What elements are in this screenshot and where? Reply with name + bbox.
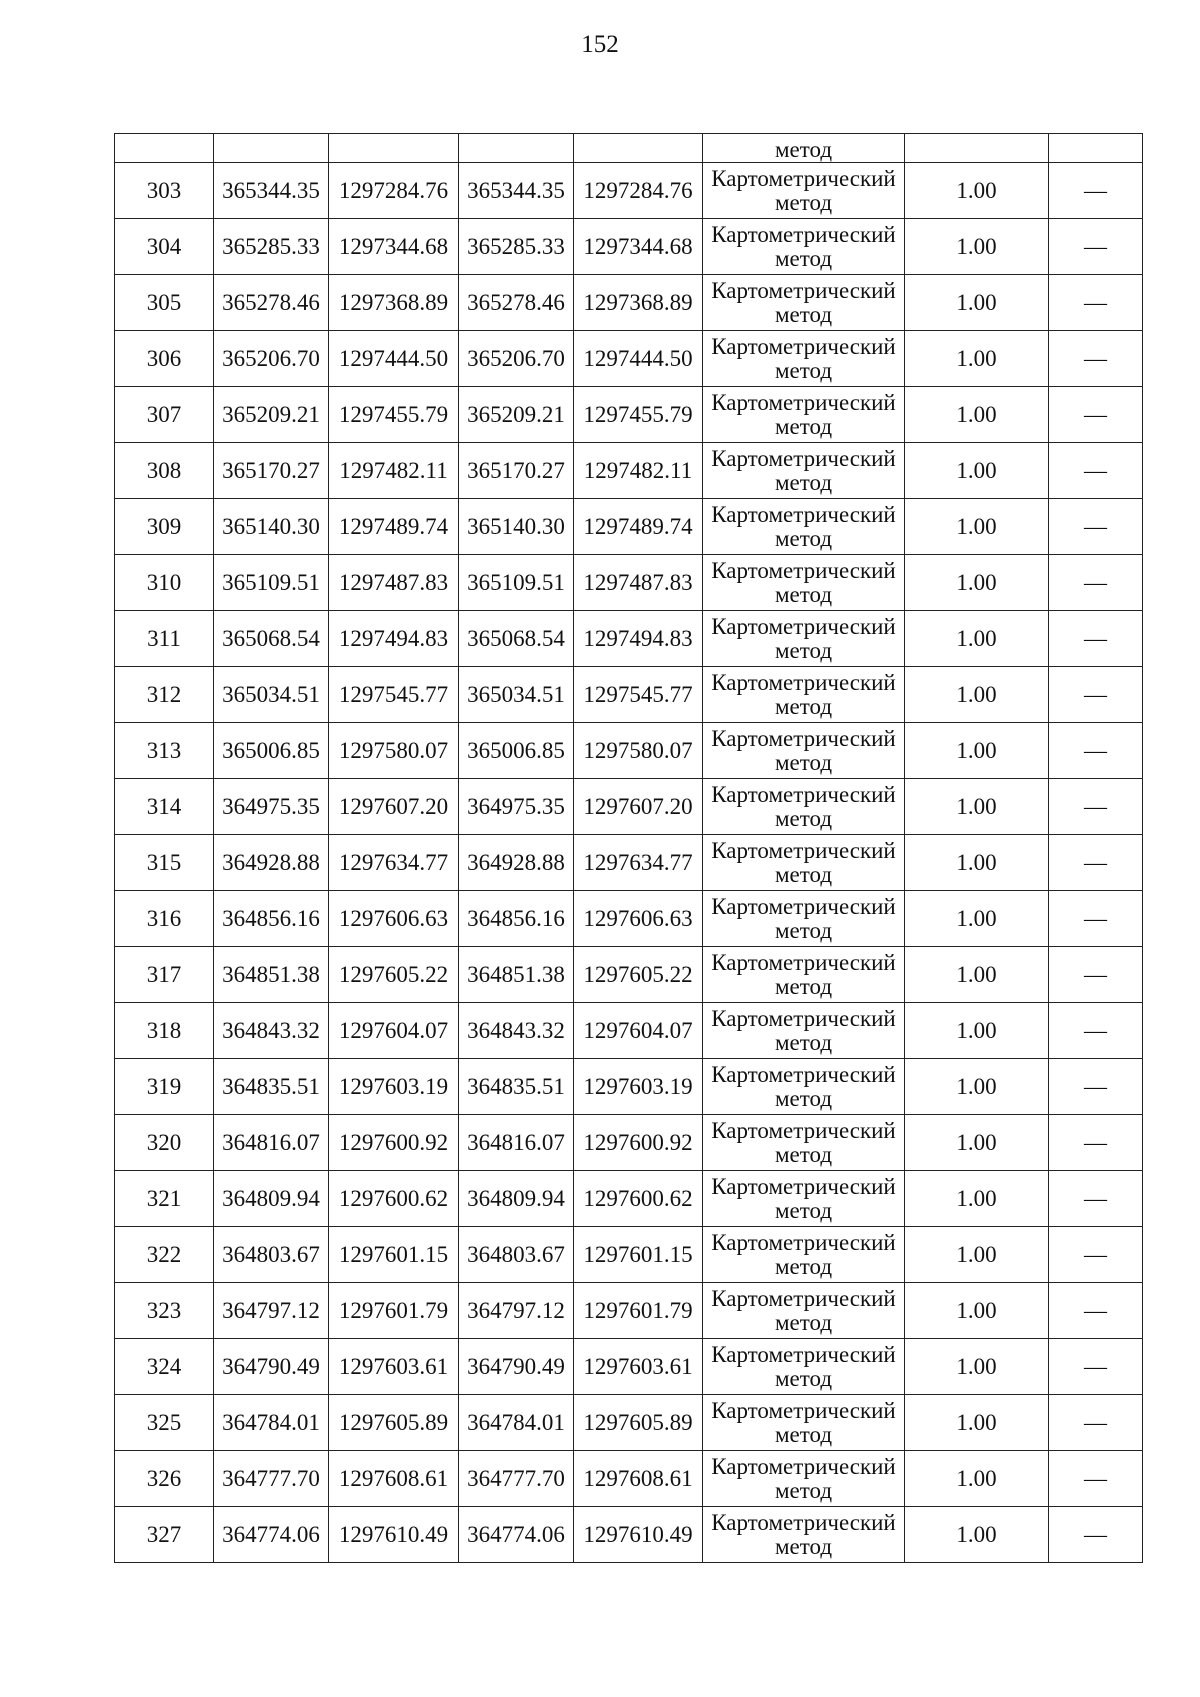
cell-description: — [1049, 499, 1143, 555]
method-line-1: Картометрический [711, 1341, 896, 1367]
table-row [115, 1059, 1143, 1115]
cell-description: — [1049, 1115, 1143, 1171]
method-line-2: метод [774, 1421, 833, 1447]
cell-description: — [1049, 1003, 1143, 1059]
cell-point-number [115, 134, 214, 163]
table-row [115, 1395, 1143, 1451]
table-row [115, 891, 1143, 947]
cell-x-existing: 365209.21 [214, 387, 329, 443]
cell-x-existing: 364777.70 [214, 1451, 329, 1507]
method-line-1: Картометрический [711, 613, 896, 639]
cell-y-existing: 1297494.83 [329, 611, 459, 667]
cell-y-new: 1297603.19 [574, 1059, 703, 1115]
table-row [115, 667, 1143, 723]
cell-y-existing: 1297545.77 [329, 667, 459, 723]
cell-y-existing: 1297608.61 [329, 1451, 459, 1507]
cell-y-new: 1297489.74 [574, 499, 703, 555]
method-line-2: метод [774, 469, 833, 495]
method-line-1: Картометрический [711, 165, 896, 191]
cell-method [703, 835, 905, 891]
table-row [115, 1507, 1143, 1563]
method-line-2: метод [774, 1477, 833, 1503]
cell-x-new: 364777.70 [459, 1451, 574, 1507]
cell-point-number: 315 [115, 835, 214, 891]
cell-x-existing: 364928.88 [214, 835, 329, 891]
cell-point-number: 309 [115, 499, 214, 555]
cell-x-new: 365068.54 [459, 611, 574, 667]
table-row [115, 779, 1143, 835]
cell-y-new: 1297487.83 [574, 555, 703, 611]
cell-description: — [1049, 443, 1143, 499]
cell-point-number: 305 [115, 275, 214, 331]
cell-y-existing: 1297489.74 [329, 499, 459, 555]
method-line-2: метод [774, 581, 833, 607]
cell-x-existing: 365170.27 [214, 443, 329, 499]
cell-point-number: 304 [115, 219, 214, 275]
table-row [115, 219, 1143, 275]
cell-description: — [1049, 555, 1143, 611]
cell-accuracy: 1.00 [905, 1115, 1049, 1171]
method-line-1: Картометрический [711, 445, 896, 471]
method-line-2: метод [774, 413, 833, 439]
cell-y-existing: 1297606.63 [329, 891, 459, 947]
cell-x-existing: 364856.16 [214, 891, 329, 947]
cell-point-number: 322 [115, 1227, 214, 1283]
page-number: 152 [581, 31, 619, 58]
table-row [115, 1003, 1143, 1059]
method-line-2: метод [774, 301, 833, 327]
cell-accuracy [905, 134, 1049, 163]
method-line-2: метод [774, 805, 833, 831]
cell-x-existing: 365109.51 [214, 555, 329, 611]
cell-x-new: 364790.49 [459, 1339, 574, 1395]
method-line-2: метод [774, 357, 833, 383]
cell-accuracy: 1.00 [905, 1003, 1049, 1059]
cell-x-new: 364816.07 [459, 1115, 574, 1171]
cell-description: — [1049, 1283, 1143, 1339]
cell-x-existing: 364975.35 [214, 779, 329, 835]
cell-x-new: 365278.46 [459, 275, 574, 331]
cell-y-existing: 1297634.77 [329, 835, 459, 891]
cell-y-new: 1297610.49 [574, 1507, 703, 1563]
cell-description: — [1049, 163, 1143, 219]
method-line-2: метод [774, 749, 833, 775]
method-line-2: метод [774, 525, 833, 551]
cell-x-new: 364835.51 [459, 1059, 574, 1115]
method-line-2: метод [774, 1533, 833, 1559]
method-line-2: метод [774, 861, 833, 887]
cell-y-new: 1297605.22 [574, 947, 703, 1003]
cell-y-new: 1297604.07 [574, 1003, 703, 1059]
cell-x-new: 365285.33 [459, 219, 574, 275]
cell-accuracy: 1.00 [905, 387, 1049, 443]
cell-y-new: 1297634.77 [574, 835, 703, 891]
cell-y-existing: 1297610.49 [329, 1507, 459, 1563]
cell-description: — [1049, 611, 1143, 667]
cell-y-new: 1297444.50 [574, 331, 703, 387]
table-row [115, 1171, 1143, 1227]
cell-x-new: 364975.35 [459, 779, 574, 835]
cell-point-number: 323 [115, 1283, 214, 1339]
cell-x-new: 365170.27 [459, 443, 574, 499]
cell-x-new: 365206.70 [459, 331, 574, 387]
cell-y-existing: 1297487.83 [329, 555, 459, 611]
method-tail: метод [774, 137, 833, 162]
cell-x-new [459, 134, 574, 163]
cell-description: — [1049, 1227, 1143, 1283]
cell-x-new: 364809.94 [459, 1171, 574, 1227]
cell-accuracy: 1.00 [905, 1339, 1049, 1395]
method-line-1: Картометрический [711, 1061, 896, 1087]
cell-accuracy: 1.00 [905, 891, 1049, 947]
method-line-2: метод [774, 245, 833, 271]
cell-point-number: 318 [115, 1003, 214, 1059]
cell-point-number: 313 [115, 723, 214, 779]
table-row [115, 1339, 1143, 1395]
table-row [115, 387, 1143, 443]
cell-x-existing: 364790.49 [214, 1339, 329, 1395]
continuation-row [115, 134, 1143, 163]
cell-x-existing [214, 134, 329, 163]
cell-description: — [1049, 219, 1143, 275]
method-line-2: метод [774, 1029, 833, 1055]
method-line-1: Картометрический [711, 277, 896, 303]
cell-description: — [1049, 1339, 1143, 1395]
cell-y-new: 1297368.89 [574, 275, 703, 331]
cell-accuracy: 1.00 [905, 1227, 1049, 1283]
cell-description: — [1049, 667, 1143, 723]
cell-x-new: 365109.51 [459, 555, 574, 611]
method-line-2: метод [774, 1365, 833, 1391]
cell-y-new: 1297601.79 [574, 1283, 703, 1339]
method-line-1: Картометрический [711, 669, 896, 695]
cell-method [703, 331, 905, 387]
cell-x-new: 365034.51 [459, 667, 574, 723]
method-line-1: Картометрический [711, 781, 896, 807]
cell-y-existing: 1297605.89 [329, 1395, 459, 1451]
cell-point-number: 308 [115, 443, 214, 499]
cell-description [1049, 134, 1143, 163]
cell-accuracy: 1.00 [905, 779, 1049, 835]
cell-y-new: 1297545.77 [574, 667, 703, 723]
cell-description: — [1049, 779, 1143, 835]
cell-y-new: 1297601.15 [574, 1227, 703, 1283]
cell-accuracy: 1.00 [905, 1395, 1049, 1451]
cell-method [703, 1171, 905, 1227]
cell-accuracy: 1.00 [905, 275, 1049, 331]
cell-x-existing: 365140.30 [214, 499, 329, 555]
cell-accuracy: 1.00 [905, 1507, 1049, 1563]
cell-point-number: 307 [115, 387, 214, 443]
cell-y-new [574, 134, 703, 163]
cell-y-new: 1297606.63 [574, 891, 703, 947]
table-row [115, 1451, 1143, 1507]
table-row [115, 275, 1143, 331]
cell-method [703, 275, 905, 331]
cell-accuracy: 1.00 [905, 555, 1049, 611]
table-row [115, 611, 1143, 667]
cell-x-existing: 364816.07 [214, 1115, 329, 1171]
cell-point-number: 320 [115, 1115, 214, 1171]
cell-x-existing: 364835.51 [214, 1059, 329, 1115]
cell-accuracy: 1.00 [905, 1451, 1049, 1507]
cell-x-new: 364843.32 [459, 1003, 574, 1059]
table-row [115, 163, 1143, 219]
cell-y-new: 1297344.68 [574, 219, 703, 275]
cell-method [703, 163, 905, 219]
cell-x-new: 365006.85 [459, 723, 574, 779]
cell-accuracy: 1.00 [905, 331, 1049, 387]
cell-point-number: 321 [115, 1171, 214, 1227]
cell-y-existing: 1297580.07 [329, 723, 459, 779]
cell-x-existing: 365034.51 [214, 667, 329, 723]
cell-y-existing: 1297600.62 [329, 1171, 459, 1227]
method-line-2: метод [774, 1253, 833, 1279]
coordinates-table [114, 133, 1143, 1563]
cell-x-existing: 364797.12 [214, 1283, 329, 1339]
table-row [115, 443, 1143, 499]
cell-y-new: 1297580.07 [574, 723, 703, 779]
cell-point-number: 324 [115, 1339, 214, 1395]
method-line-2: метод [774, 1309, 833, 1335]
cell-x-new: 364797.12 [459, 1283, 574, 1339]
cell-y-existing: 1297455.79 [329, 387, 459, 443]
cell-description: — [1049, 331, 1143, 387]
cell-accuracy: 1.00 [905, 1059, 1049, 1115]
method-line-2: метод [774, 1141, 833, 1167]
table-row [115, 499, 1143, 555]
cell-y-existing: 1297444.50 [329, 331, 459, 387]
cell-y-new: 1297494.83 [574, 611, 703, 667]
cell-method [703, 723, 905, 779]
cell-description: — [1049, 1171, 1143, 1227]
cell-x-new: 365344.35 [459, 163, 574, 219]
cell-x-new: 364851.38 [459, 947, 574, 1003]
cell-x-new: 364856.16 [459, 891, 574, 947]
table-row [115, 555, 1143, 611]
cell-method [703, 443, 905, 499]
method-line-1: Картометрический [711, 1117, 896, 1143]
method-line-1: Картометрический [711, 1005, 896, 1031]
cell-y-new: 1297607.20 [574, 779, 703, 835]
cell-point-number: 325 [115, 1395, 214, 1451]
method-line-2: метод [774, 693, 833, 719]
cell-x-new: 364774.06 [459, 1507, 574, 1563]
cell-y-existing: 1297603.19 [329, 1059, 459, 1115]
cell-x-existing: 365285.33 [214, 219, 329, 275]
cell-method [703, 134, 905, 163]
cell-description: — [1049, 723, 1143, 779]
cell-y-existing: 1297603.61 [329, 1339, 459, 1395]
method-line-2: метод [774, 189, 833, 215]
cell-x-existing: 365278.46 [214, 275, 329, 331]
cell-y-existing: 1297600.92 [329, 1115, 459, 1171]
cell-y-existing: 1297368.89 [329, 275, 459, 331]
cell-method [703, 1059, 905, 1115]
cell-accuracy: 1.00 [905, 163, 1049, 219]
method-line-1: Картометрический [711, 557, 896, 583]
cell-x-existing: 364784.01 [214, 1395, 329, 1451]
cell-description: — [1049, 1451, 1143, 1507]
cell-method [703, 779, 905, 835]
table-row [115, 331, 1143, 387]
cell-method [703, 499, 905, 555]
cell-method [703, 387, 905, 443]
cell-x-new: 364928.88 [459, 835, 574, 891]
cell-description: — [1049, 1395, 1143, 1451]
cell-method [703, 1115, 905, 1171]
method-line-1: Картометрический [711, 1453, 896, 1479]
table-row [115, 1283, 1143, 1339]
cell-y-new: 1297608.61 [574, 1451, 703, 1507]
cell-y-new: 1297605.89 [574, 1395, 703, 1451]
cell-accuracy: 1.00 [905, 611, 1049, 667]
cell-y-existing: 1297601.15 [329, 1227, 459, 1283]
cell-point-number: 311 [115, 611, 214, 667]
cell-method [703, 1283, 905, 1339]
cell-x-existing: 364851.38 [214, 947, 329, 1003]
cell-description: — [1049, 1507, 1143, 1563]
cell-accuracy: 1.00 [905, 1171, 1049, 1227]
method-line-1: Картометрический [711, 333, 896, 359]
table-row [115, 947, 1143, 1003]
cell-y-new: 1297600.62 [574, 1171, 703, 1227]
cell-point-number: 303 [115, 163, 214, 219]
cell-x-existing: 364803.67 [214, 1227, 329, 1283]
cell-x-existing: 365344.35 [214, 163, 329, 219]
cell-x-new: 364784.01 [459, 1395, 574, 1451]
method-line-1: Картометрический [711, 1229, 896, 1255]
cell-method [703, 667, 905, 723]
cell-x-existing: 364809.94 [214, 1171, 329, 1227]
method-line-1: Картометрический [711, 1397, 896, 1423]
cell-method [703, 219, 905, 275]
cell-description: — [1049, 387, 1143, 443]
table-row [115, 835, 1143, 891]
cell-point-number: 314 [115, 779, 214, 835]
cell-y-new: 1297600.92 [574, 1115, 703, 1171]
cell-description: — [1049, 275, 1143, 331]
cell-point-number: 312 [115, 667, 214, 723]
cell-accuracy: 1.00 [905, 835, 1049, 891]
cell-y-existing: 1297604.07 [329, 1003, 459, 1059]
cell-method [703, 555, 905, 611]
method-line-2: метод [774, 973, 833, 999]
cell-y-existing: 1297607.20 [329, 779, 459, 835]
cell-y-existing: 1297284.76 [329, 163, 459, 219]
cell-x-existing: 364774.06 [214, 1507, 329, 1563]
cell-x-new: 365209.21 [459, 387, 574, 443]
cell-y-existing: 1297482.11 [329, 443, 459, 499]
method-line-1: Картометрический [711, 725, 896, 751]
cell-method [703, 1451, 905, 1507]
cell-point-number: 319 [115, 1059, 214, 1115]
cell-y-existing: 1297344.68 [329, 219, 459, 275]
cell-method [703, 1339, 905, 1395]
cell-y-existing: 1297605.22 [329, 947, 459, 1003]
cell-y-new: 1297482.11 [574, 443, 703, 499]
method-line-1: Картометрический [711, 1173, 896, 1199]
cell-accuracy: 1.00 [905, 219, 1049, 275]
cell-accuracy: 1.00 [905, 723, 1049, 779]
table-body [115, 134, 1143, 1563]
cell-description: — [1049, 947, 1143, 1003]
cell-method [703, 1227, 905, 1283]
cell-method [703, 947, 905, 1003]
cell-y-new: 1297455.79 [574, 387, 703, 443]
cell-method [703, 611, 905, 667]
cell-method [703, 891, 905, 947]
table-row [115, 1115, 1143, 1171]
cell-y-existing: 1297601.79 [329, 1283, 459, 1339]
cell-point-number: 316 [115, 891, 214, 947]
method-line-1: Картометрический [711, 949, 896, 975]
cell-point-number: 327 [115, 1507, 214, 1563]
cell-point-number: 310 [115, 555, 214, 611]
cell-point-number: 306 [115, 331, 214, 387]
method-line-2: метод [774, 637, 833, 663]
cell-method [703, 1003, 905, 1059]
cell-y-existing [329, 134, 459, 163]
cell-accuracy: 1.00 [905, 1283, 1049, 1339]
method-line-1: Картометрический [711, 893, 896, 919]
cell-x-existing: 365006.85 [214, 723, 329, 779]
cell-accuracy: 1.00 [905, 947, 1049, 1003]
table-row [115, 723, 1143, 779]
cell-y-new: 1297603.61 [574, 1339, 703, 1395]
cell-point-number: 317 [115, 947, 214, 1003]
method-line-1: Картометрический [711, 221, 896, 247]
method-line-1: Картометрический [711, 1285, 896, 1311]
cell-description: — [1049, 891, 1143, 947]
cell-description: — [1049, 835, 1143, 891]
cell-x-existing: 365068.54 [214, 611, 329, 667]
method-line-1: Картометрический [711, 1509, 896, 1535]
cell-accuracy: 1.00 [905, 499, 1049, 555]
method-line-2: метод [774, 1197, 833, 1223]
cell-description: — [1049, 1059, 1143, 1115]
cell-method [703, 1507, 905, 1563]
method-line-2: метод [774, 1085, 833, 1111]
table-row [115, 1227, 1143, 1283]
cell-point-number: 326 [115, 1451, 214, 1507]
cell-method [703, 1395, 905, 1451]
cell-x-existing: 364843.32 [214, 1003, 329, 1059]
cell-x-existing: 365206.70 [214, 331, 329, 387]
cell-x-new: 365140.30 [459, 499, 574, 555]
method-line-1: Картометрический [711, 501, 896, 527]
method-line-1: Картометрический [711, 837, 896, 863]
cell-accuracy: 1.00 [905, 443, 1049, 499]
method-line-2: метод [774, 917, 833, 943]
cell-x-new: 364803.67 [459, 1227, 574, 1283]
method-line-1: Картометрический [711, 389, 896, 415]
cell-y-new: 1297284.76 [574, 163, 703, 219]
cell-accuracy: 1.00 [905, 667, 1049, 723]
